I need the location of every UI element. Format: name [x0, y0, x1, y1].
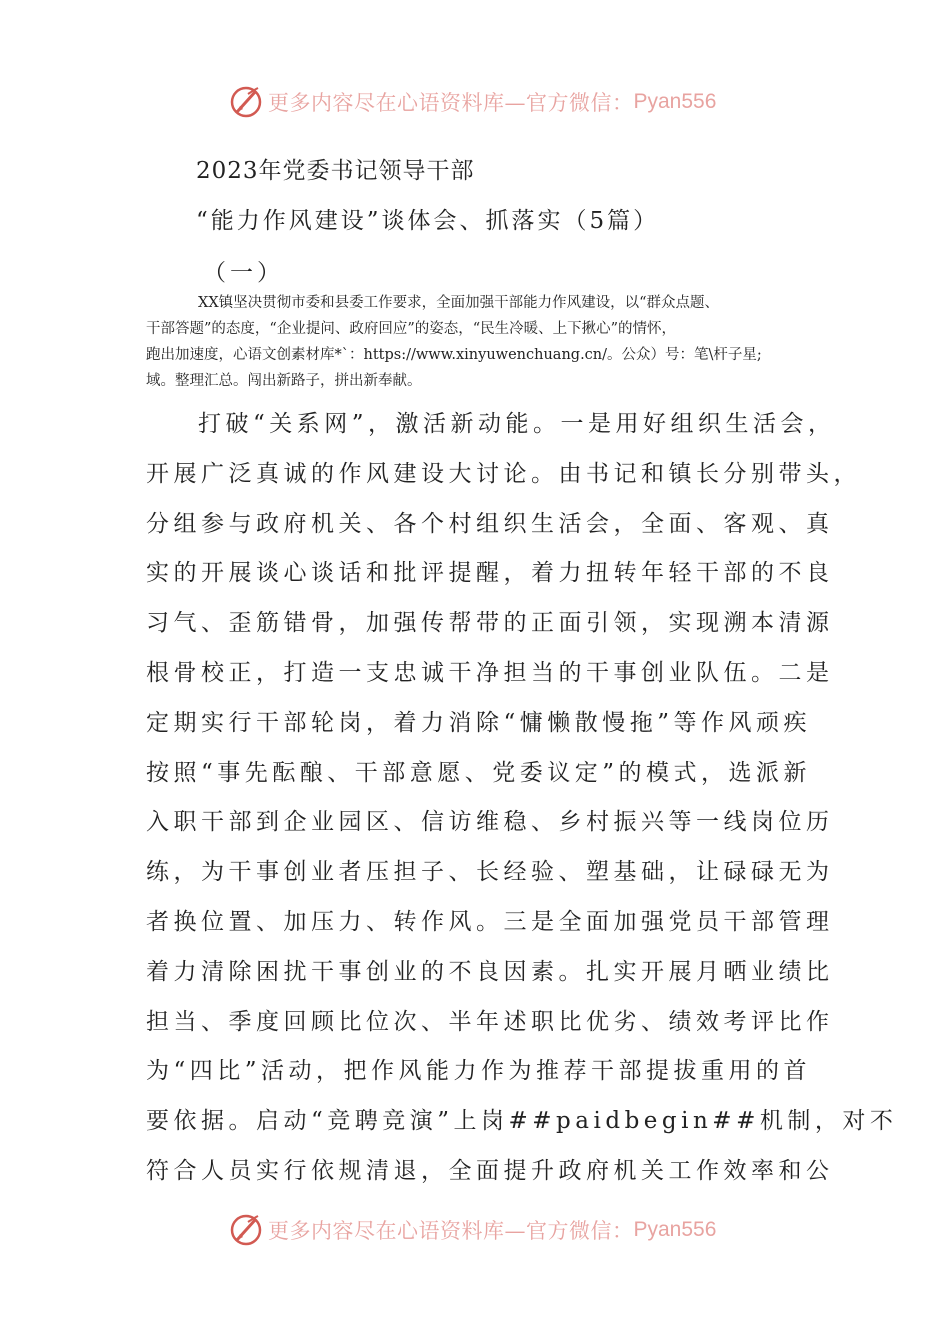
body-line: 实的开展谈心谈话和批评提醒，着力扭转年轻干部的不良	[146, 560, 834, 587]
banner-wechat-id: Pyan556	[633, 90, 717, 113]
pen-logo-icon	[228, 1212, 264, 1248]
banner-text: 更多内容尽在心语资料库—官方微信：	[268, 1219, 634, 1243]
note-line: XX镇坚决贯彻市委和县委工作要求，全面加强干部能力作风建设，以“群众点题、	[198, 295, 720, 311]
body-line: 者换位置、加压力、转作风。三是全面加强党员干部管理	[146, 908, 834, 935]
body-line: 担当、季度回顾比位次、半年述职比优劣、绩效考评比作	[146, 1008, 834, 1035]
body-line: 打破“关系网”，激活新动能。一是用好组织生活会，	[198, 411, 836, 437]
body-paragraph	[146, 400, 898, 1197]
document-title-line1: 2023年党委书记领导干部	[196, 158, 475, 184]
note-line: 干部答题”的态度，“企业提问、政府回应”的姿态，“民生冷暖、上下揪心”的情怀，	[146, 321, 677, 337]
body-line: 按照“事先酝酿、干部意愿、党委议定”的模式，选派新	[146, 759, 812, 786]
body-line: 入职干部到企业园区、信访维稳、乡村振兴等一线岗位历	[146, 809, 834, 836]
note-line: 域。整理汇总。闯出新路子，拼出新奉献。	[146, 373, 422, 389]
body-line: 分组参与政府机关、各个村组织生活会，全面、客观、真	[146, 510, 834, 537]
body-line: 为“四比”活动，把作风能力作为推荐干部提拔重用的首	[146, 1058, 812, 1085]
note-line: 跑出加速度，心语文创素材库*`：https://www.xinyuwenchuang.cn/。公众）号：笔\杆子星;	[146, 347, 762, 363]
body-line: 要依据。启动“竞聘竞演”上岗##paidbegin##机制，对不	[146, 1108, 898, 1135]
footer-banner	[228, 1210, 716, 1250]
body-line: 开展广泛真诚的作风建设大讨论。由书记和镇长分别带头，	[146, 460, 861, 487]
header-banner	[228, 82, 716, 122]
intro-note	[146, 290, 816, 394]
body-line: 着力清除困扰干事创业的不良因素。扎实开展月晒业绩比	[146, 958, 834, 985]
banner-wechat-id: Pyan556	[633, 1218, 717, 1241]
body-line: 符合人员实行依规清退，全面提升政府机关工作效率和公	[146, 1157, 834, 1184]
banner-text: 更多内容尽在心语资料库—官方微信：	[268, 91, 634, 115]
body-line: 习气、歪筋错骨，加强传帮带的正面引领，实现溯本清源	[146, 610, 834, 637]
body-line: 定期实行干部轮岗，着力消除“慵懒散慢拖”等作风顽疾	[146, 709, 812, 736]
pen-logo-icon	[228, 84, 264, 120]
document-title-line2: “能力作风建设”谈体会、抓落实（5篇）	[196, 208, 660, 234]
body-line: 练，为干事创业者压担子、长经验、塑基础，让碌碌无为	[146, 859, 834, 886]
body-line: 根骨校正，打造一支忠诚干净担当的干事创业队伍。二是	[146, 659, 834, 686]
section-number: （一）	[203, 260, 284, 286]
